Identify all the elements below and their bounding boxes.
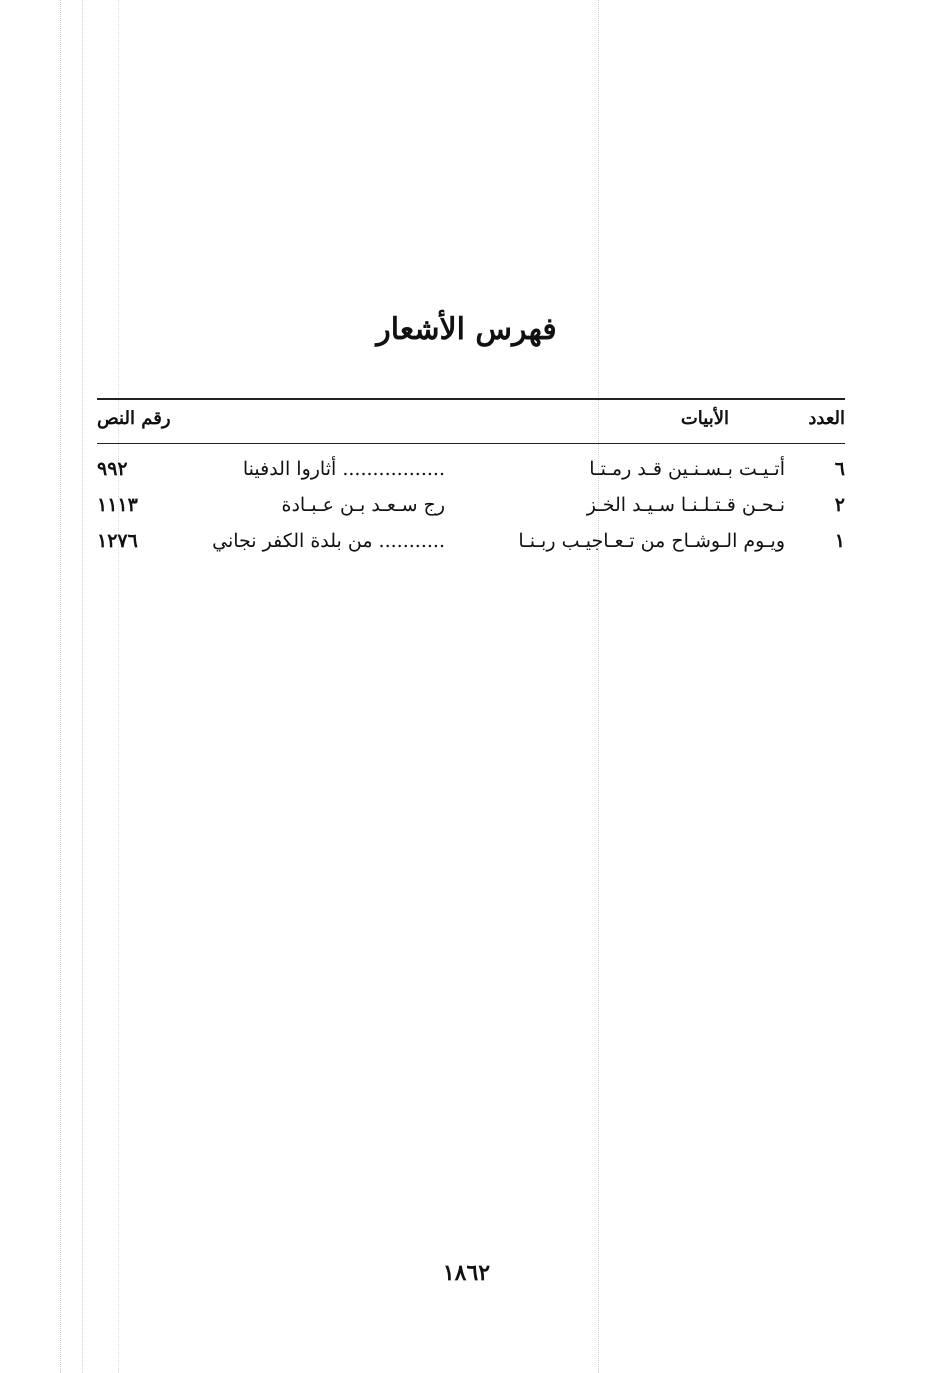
row-text-number: ١١١٣: [97, 494, 138, 516]
row-first-hemistich: أتـيـت بـسـنـين قـد رمـتـا: [589, 458, 785, 480]
table-top-rule: [97, 398, 845, 400]
table-header: [97, 404, 845, 438]
row-count: ٢: [834, 494, 845, 516]
page-title: فهرس الأشعار: [376, 312, 557, 347]
scan-artifact-line: [598, 0, 599, 1373]
header-verses: الأبيات: [680, 408, 729, 429]
row-text-number: ١٢٧٦: [97, 530, 138, 552]
row-second-hemistich: ........... من بلدة الكفر نجاني: [212, 530, 445, 552]
scan-artifact-line: [60, 0, 61, 1373]
table-header-rule: [97, 443, 845, 444]
scan-artifact-line: [118, 0, 119, 1373]
row-text-number: ٩٩٢: [97, 458, 128, 480]
row-count: ١: [834, 530, 845, 552]
table-row: [97, 528, 845, 564]
header-text-number: رقم النص: [97, 408, 171, 429]
row-count: ٦: [834, 458, 845, 480]
page-number: ١٨٦٢: [442, 1260, 491, 1286]
scan-artifact-line: [82, 0, 83, 1373]
table-row: [97, 456, 845, 492]
row-second-hemistich: ................. أثاروا الدفينا: [242, 458, 445, 480]
table-row: [97, 492, 845, 528]
row-second-hemistich: رج سـعـد بـن عـبـادة: [281, 494, 445, 516]
row-first-hemistich: ويـوم الـوشـاح من تـعـاجيـب ربـنـا: [518, 530, 785, 552]
poetry-index-table: [97, 456, 845, 564]
row-first-hemistich: نـحـن قـتـلـنـا سـيـد الخـز: [586, 494, 785, 516]
header-count: العدد: [808, 408, 845, 429]
